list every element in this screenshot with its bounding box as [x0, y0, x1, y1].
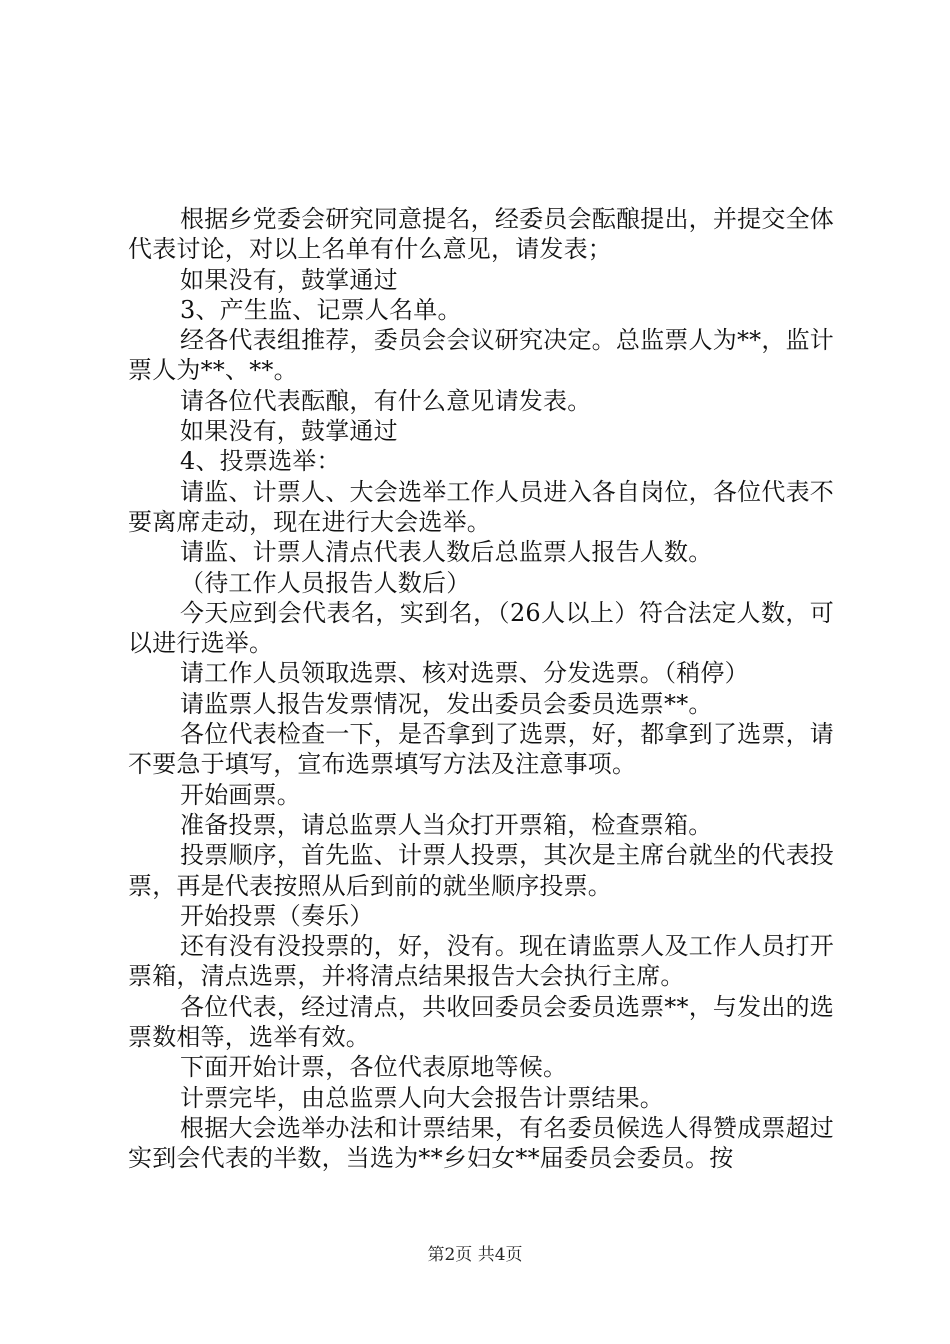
paragraph: 还有没有没投票的，好，没有。现在请监票人及工作人员打开票箱，清点选票，并将清点结果报告大会执行主席。: [128, 932, 834, 991]
paragraph: 计票完毕，由总监票人向大会报告计票结果。: [180, 1083, 664, 1112]
paragraph: 如果没有，鼓掌通过: [180, 417, 398, 446]
paragraph: （待工作人员报告人数后）: [180, 568, 471, 597]
paragraph: 请监、计票人、大会选举工作人员进入各自岗位，各位代表不要离席走动，现在进行大会选举。: [128, 477, 834, 536]
paragraph: 经各代表组推荐，委员会会议研究决定。总监票人为**，监计票人为**、**。: [128, 326, 834, 385]
paragraph: 请各位代表酝酿，有什么意见请发表。: [180, 386, 592, 415]
body-text: [128, 204, 834, 1174]
paragraph: 根据乡党委会研究同意提名，经委员会酝酿提出，并提交全体代表讨论，对以上名单有什么意见，请发表；: [128, 205, 834, 264]
paragraph: 请监、计票人清点代表人数后总监票人报告人数。: [180, 538, 713, 567]
paragraph: 4、投票选举：: [180, 447, 341, 476]
paragraph: 请监票人报告发票情况，发出委员会委员选票**。: [180, 689, 713, 718]
paragraph: 今天应到会代表名，实到名，（26人以上）符合法定人数，可以进行选举。: [128, 598, 834, 658]
paragraph: 各位代表，经过清点，共收回委员会委员选票**，与发出的选票数相等，选举有效。: [128, 992, 834, 1052]
paragraph: 投票顺序，首先监、计票人投票，其次是主席台就坐的代表投票，再是代表按照从后到前的就坐顺序投票。: [128, 841, 834, 900]
paragraph: 如果没有，鼓掌通过: [180, 265, 398, 294]
paragraph: 开始画票。: [180, 780, 301, 809]
paragraph: 请工作人员领取选票、核对选票、分发选票。（稍停）: [180, 659, 749, 688]
paragraph: 根据大会选举办法和计票结果，有名委员候选人得赞成票超过实到会代表的半数，当选为**乡妇女**届委员会委员。按: [128, 1113, 834, 1173]
paragraph: 准备投票，请总监票人当众打开票箱，检查票箱。: [180, 810, 713, 839]
paragraph: 3、产生监、记票人名单。: [180, 295, 462, 324]
paragraph: 开始投票（奏乐）: [180, 901, 374, 930]
paragraph: 各位代表检查一下，是否拿到了选票，好，都拿到了选票，请不要急于填写，宣布选票填写方法及注意事项。: [128, 720, 834, 779]
page-footer: [0, 1244, 950, 1266]
paragraph: 下面开始计票，各位代表原地等候。: [180, 1053, 568, 1082]
page-number-label: 第2页 共4页: [427, 1245, 523, 1265]
